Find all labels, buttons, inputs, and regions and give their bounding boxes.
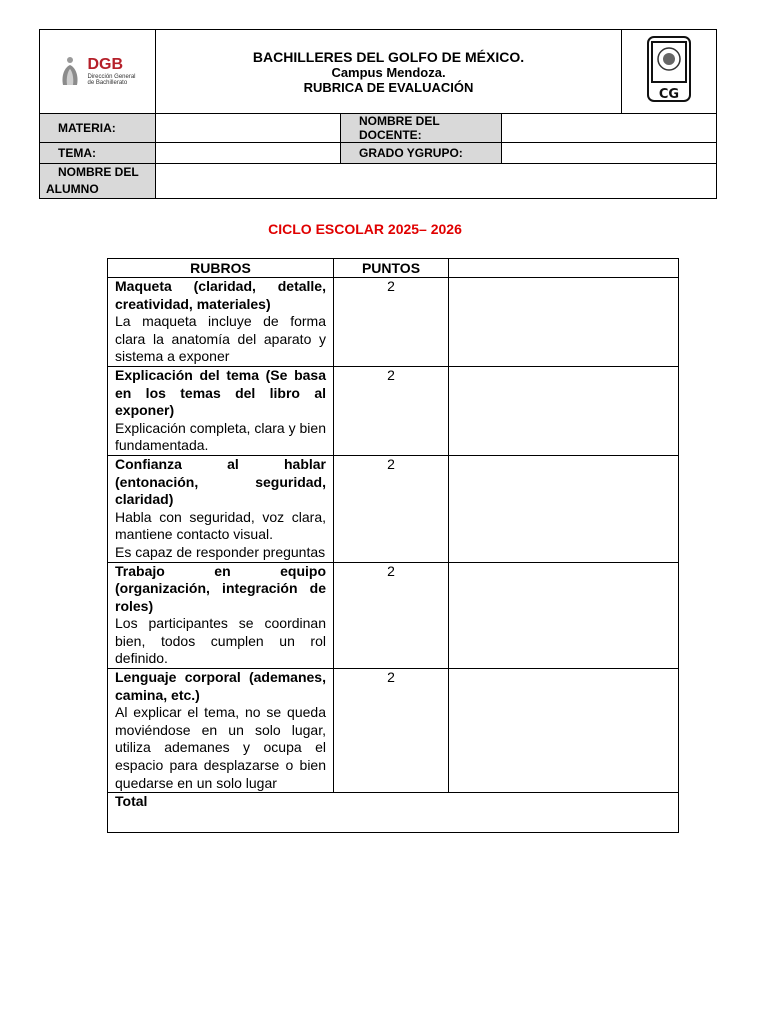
- dgb-subtitle-1: Dirección General: [87, 73, 136, 80]
- materia-value[interactable]: [156, 114, 341, 143]
- score-cell[interactable]: [449, 278, 679, 367]
- criterion-title: Trabajo en equipo (organización, integración de roles): [115, 562, 326, 614]
- alumno-label: [40, 164, 156, 199]
- svg-text:CG: CG: [658, 87, 680, 102]
- dgb-emblem-icon: [59, 55, 81, 89]
- dgb-subtitle-2: de Bachillerato: [87, 79, 128, 86]
- rubric-row: [108, 278, 679, 367]
- points-cell: 2: [334, 562, 449, 669]
- school-name: BACHILLERES DEL GOLFO DE MÉXICO.: [252, 48, 525, 65]
- school-crest-icon: [646, 35, 692, 103]
- rubric-body: [108, 278, 679, 793]
- dgb-name: DGB: [87, 55, 124, 73]
- grado-label: GRADO YGRUPO:: [341, 143, 502, 164]
- materia-label: MATERIA:: [40, 114, 156, 143]
- rubric-row: [108, 669, 679, 793]
- score-cell[interactable]: [449, 562, 679, 669]
- points-cell: 2: [334, 278, 449, 367]
- alumno-value[interactable]: [156, 164, 717, 199]
- criterion-cell: [108, 562, 334, 669]
- tema-label: TEMA:: [40, 143, 156, 164]
- criterion-description: Al explicar el tema, no se queda moviéndose en un solo lugar, utiliza ademanes y ocupa el espacio para desplazarse o bien quedarse en un solo lugar: [115, 704, 326, 791]
- rubric-table: [107, 258, 679, 833]
- rubric-row: [108, 562, 679, 669]
- alumno-label-line2: ALUMNO: [46, 182, 99, 196]
- total-label: Total: [108, 793, 679, 833]
- document-title: RUBRICA DE EVALUACIÓN: [303, 79, 474, 95]
- rubros-header: RUBROS: [108, 259, 334, 278]
- criterion-title: Confianza al hablar (entonación, seguridad, claridad): [115, 455, 326, 508]
- criterion-cell: [108, 669, 334, 793]
- criterion-description: Habla con seguridad, voz clara, mantiene contacto visual.: [115, 508, 326, 543]
- score-cell[interactable]: [449, 669, 679, 793]
- rubric-row: [108, 366, 679, 455]
- criterion-title: Lenguaje corporal (ademanes, camina, etc.): [115, 669, 326, 703]
- dgb-logo: [53, 44, 143, 100]
- tema-value[interactable]: [156, 143, 341, 164]
- rubric-row: [108, 455, 679, 562]
- header-title-cell: [156, 30, 622, 114]
- criterion-cell: [108, 278, 334, 367]
- score-header: [449, 259, 679, 278]
- grado-value[interactable]: [502, 143, 717, 164]
- alumno-label-line1: NOMBRE DEL: [58, 165, 139, 179]
- criterion-cell: [108, 455, 334, 562]
- criterion-description: Es capaz de responder preguntas: [115, 543, 326, 560]
- criterion-description: Los participantes se coordinan bien, todos cumplen un rol definido.: [115, 615, 326, 667]
- school-crest-cell: [622, 30, 717, 114]
- header-table: [39, 29, 717, 199]
- puntos-header: PUNTOS: [334, 259, 449, 278]
- criterion-description: La maqueta incluye de forma clara la anatomía del aparato y sistema a exponer: [115, 313, 326, 365]
- points-cell: 2: [334, 455, 449, 562]
- dgb-logo-cell: [40, 30, 156, 114]
- campus-name: Campus Mendoza.: [331, 64, 446, 80]
- criterion-description: Explicación completa, clara y bien fundamentada.: [115, 419, 326, 454]
- school-year-title: CICLO ESCOLAR 2025– 2026: [268, 221, 462, 237]
- score-cell[interactable]: [449, 366, 679, 455]
- points-cell: 2: [334, 669, 449, 793]
- docente-label: NOMBRE DEL DOCENTE:: [341, 114, 502, 143]
- score-cell[interactable]: [449, 455, 679, 562]
- total-row: [108, 793, 679, 833]
- criterion-title: Maqueta (claridad, detalle, creatividad, materiales): [115, 278, 326, 312]
- criterion-cell: [108, 366, 334, 455]
- criterion-title: Explicación del tema (Se basa en los temas del libro al exponer): [115, 366, 326, 419]
- docente-value[interactable]: [502, 114, 717, 143]
- points-cell: 2: [334, 366, 449, 455]
